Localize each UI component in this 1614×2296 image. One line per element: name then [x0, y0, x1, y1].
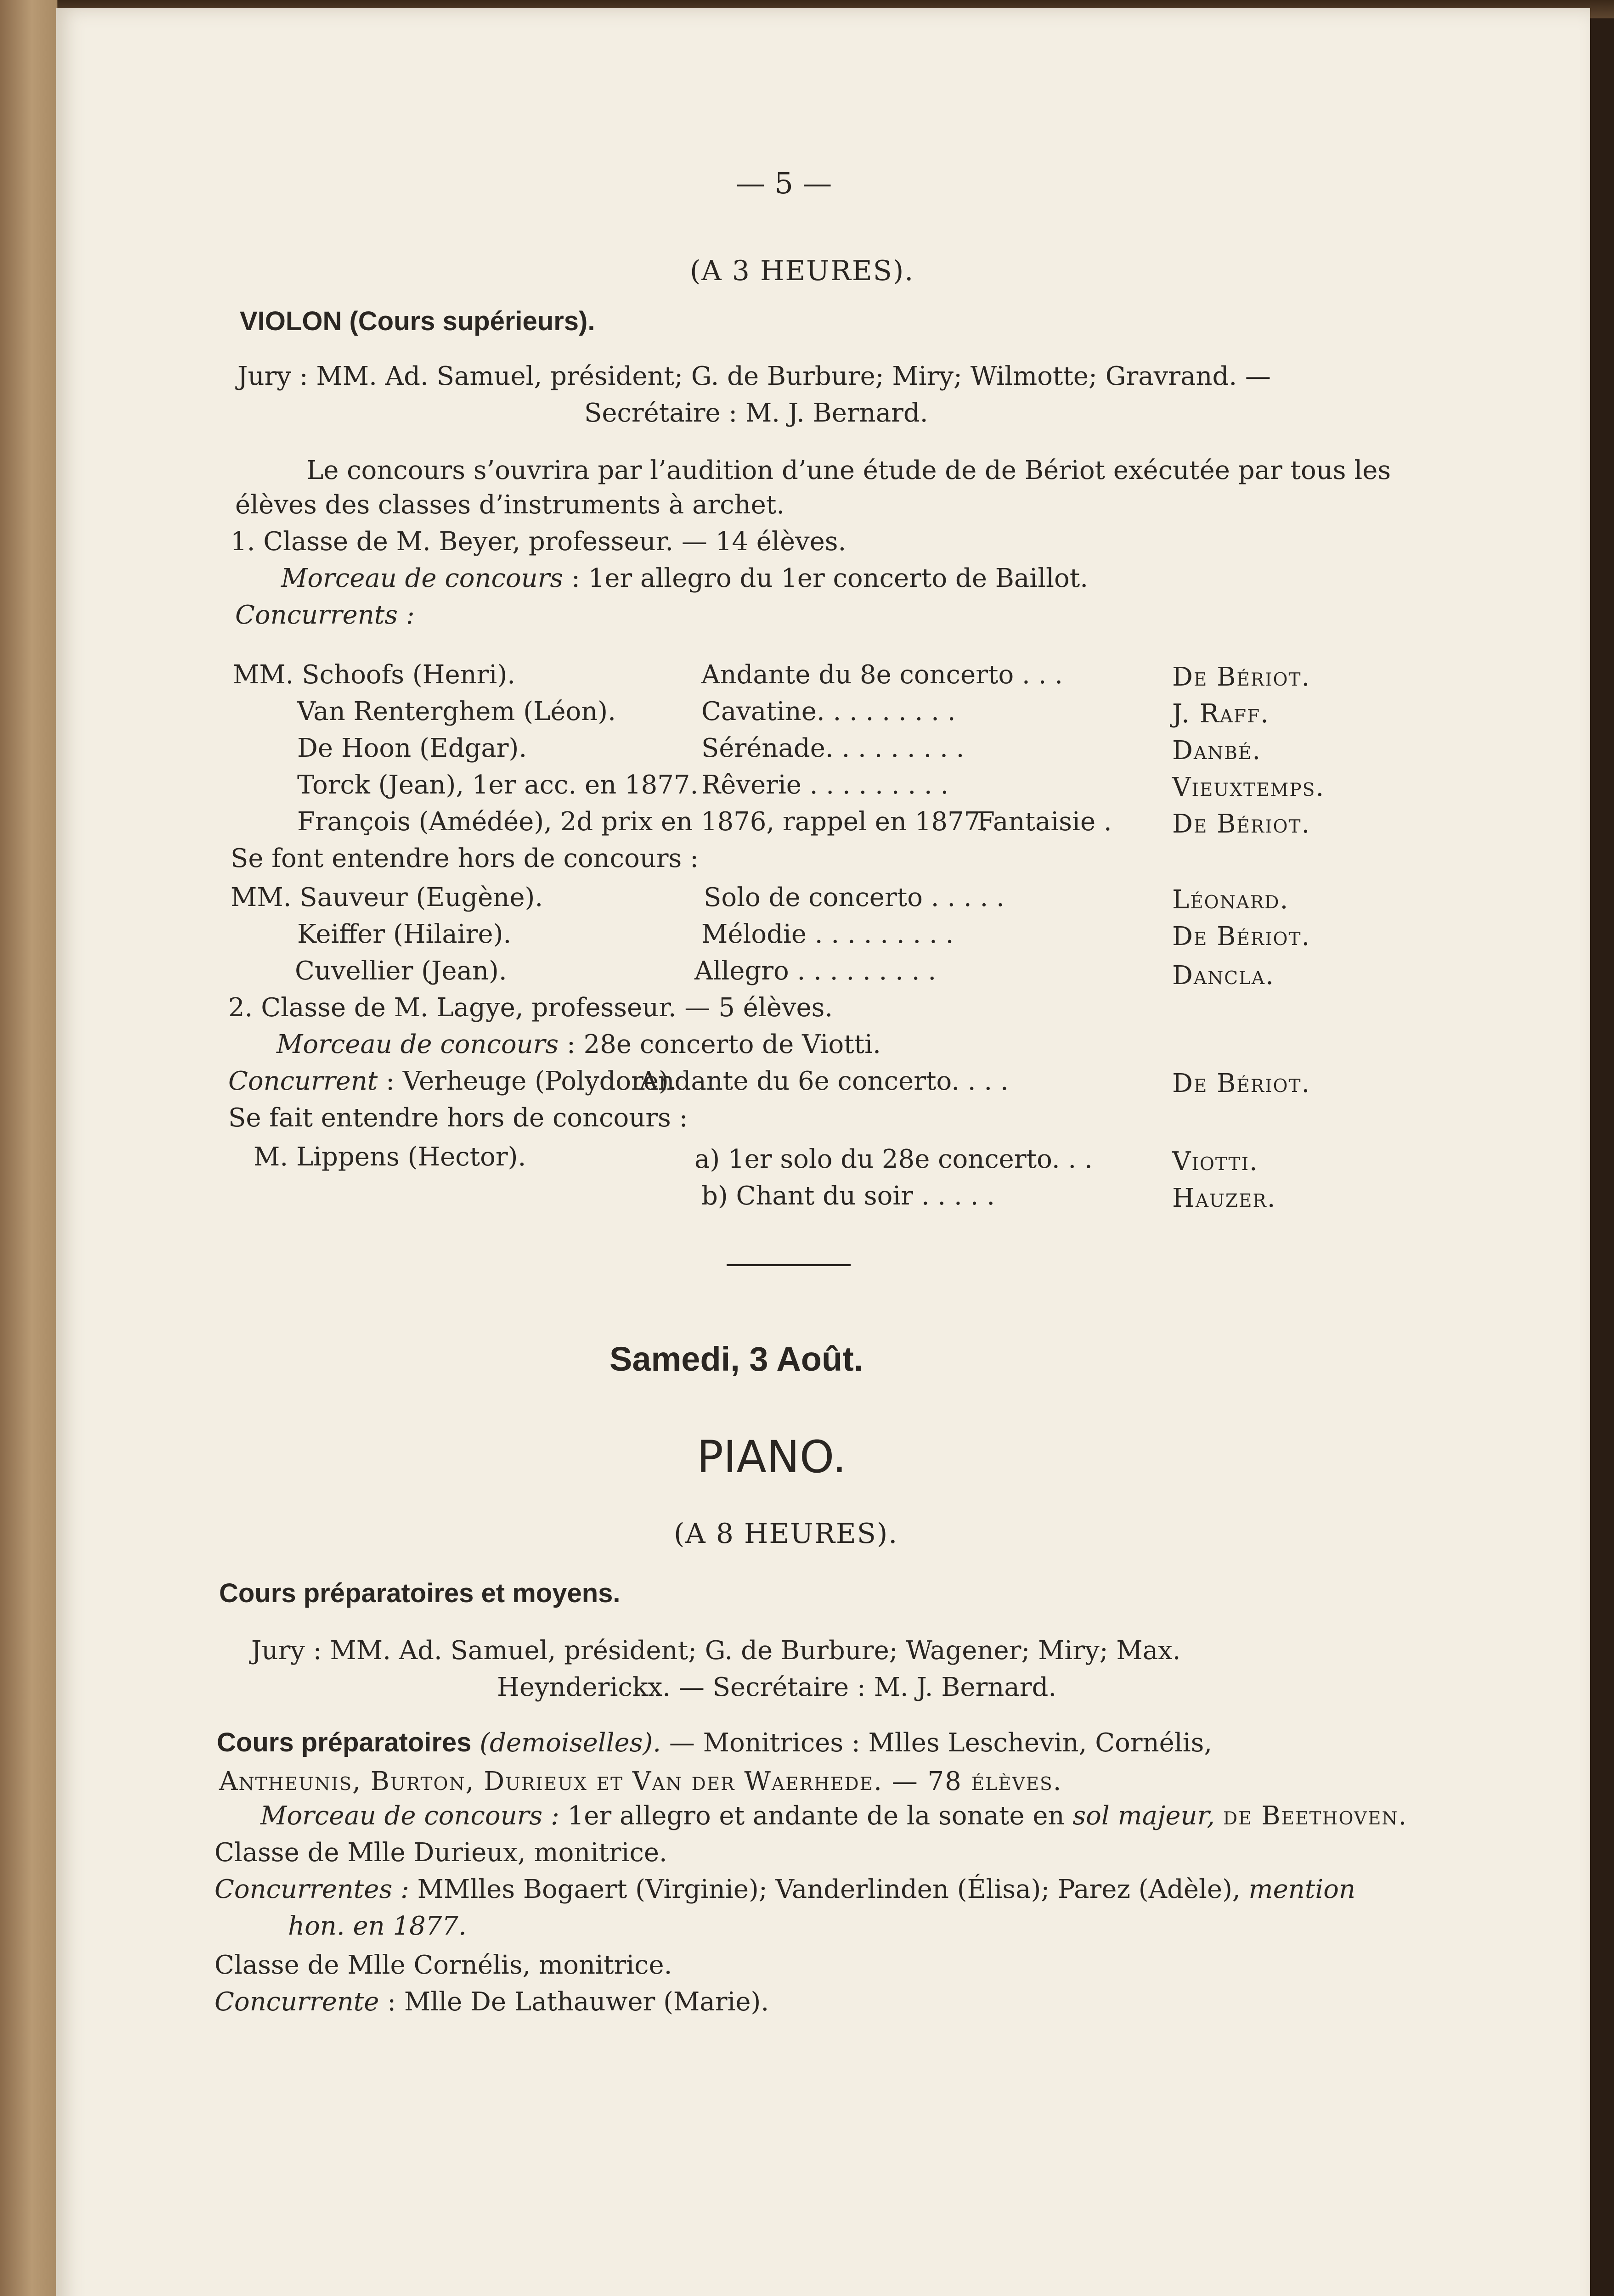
piano-morceau-key: sol majeur,: [1072, 1801, 1215, 1831]
violon-jury-line1: Jury : MM. Ad. Samuel, président; G. de Burbure; Miry; Wilmotte; Gravrand. —: [237, 361, 1271, 391]
violon-jury-line2: Secrétaire : M. J. Bernard.: [584, 398, 928, 428]
piano-concurrentes: [214, 1875, 1355, 1904]
page-number: — 5 —: [736, 167, 832, 201]
hors-composer: Dancla.: [1172, 961, 1275, 990]
piano-morceau: [260, 1801, 1407, 1831]
piano-morceau-composer: de Beethoven.: [1223, 1801, 1408, 1831]
class2-hors-piece-a: a) 1er solo du 28e concerto. . .: [694, 1144, 1093, 1174]
class2-line: 2. Classe de M. Lagye, professeur. — 5 élèves.: [228, 993, 833, 1023]
concurrent-name: Van Renterghem (Léon).: [297, 697, 616, 726]
concurrent-name: MM. Schoofs (Henri).: [233, 660, 515, 690]
section-divider: [727, 1264, 851, 1266]
prep-demoiselles: (demoiselles).: [480, 1728, 661, 1758]
class2-morceau-label: Morceau de concours: [277, 1030, 559, 1059]
piano-concurrentes-mention: mention: [1248, 1874, 1356, 1904]
class2-concurrent-composer: De Bériot.: [1172, 1069, 1311, 1098]
piano-concurrentes-text: MMlles Bogaert (Virginie); Vanderlinden (Élisa); Parez (Adèle),: [417, 1874, 1241, 1904]
piano-title: PIANO.: [697, 1431, 847, 1483]
piano-morceau-text: 1er allegro et andante de la sonate en: [567, 1801, 1065, 1831]
class1-concurrents-label: Concurrents :: [235, 600, 415, 630]
class2-concurrent-name: : Verheuge (Polydore).: [386, 1066, 677, 1096]
piano-morceau-label: Morceau de concours :: [260, 1801, 559, 1831]
class2-morceau-text: : 28e concerto de Viotti.: [566, 1030, 881, 1059]
piano-subtitle: Cours préparatoires et moyens.: [219, 1578, 621, 1608]
piano-concurrente-label: Concurrente: [214, 1987, 379, 2017]
concurrent-piece: Cavatine. . . . . . . . .: [701, 697, 956, 726]
concurrent-composer: Danbé.: [1172, 736, 1262, 765]
class2-concurrent: [228, 1067, 677, 1096]
class2-concurrent-piece: Andante du 6e concerto. . . .: [639, 1066, 1009, 1096]
hors-piece: Solo de concerto . . . . .: [704, 883, 1005, 912]
concurrent-name: Torck (Jean), 1er acc. en 1877.: [297, 770, 699, 800]
prep-monitrices: — Monitrices : Mlles Leschevin, Cornélis,: [669, 1728, 1213, 1758]
class1-morceau-label: Morceau de concours: [281, 563, 564, 593]
hors-composer: De Bériot.: [1172, 922, 1311, 951]
piano-concurrentes-line2: hon. en 1877.: [288, 1911, 467, 1941]
prep-title: Cours préparatoires: [217, 1728, 472, 1757]
concurrent-composer: Vieuxtemps.: [1172, 772, 1325, 802]
concurrent-name: François (Amédée), 2d prix en 1876, rappel en 1877.: [297, 807, 989, 837]
hors-composer: Léonard.: [1172, 885, 1289, 915]
class1-line: 1. Classe de M. Beyer, professeur. — 14 élèves.: [231, 527, 847, 557]
class2-morceau: [277, 1030, 881, 1059]
day-heading: Samedi, 3 Août.: [609, 1340, 863, 1378]
piano-classe1: Classe de Mlle Durieux, monitrice.: [214, 1838, 667, 1868]
concurrent-piece: Rêverie . . . . . . . . .: [701, 770, 949, 800]
class2-hors-piece-b: b) Chant du soir . . . . .: [701, 1181, 995, 1211]
piano-time: (A 8 HEURES).: [674, 1518, 898, 1550]
concurrent-composer: De Bériot.: [1172, 809, 1311, 839]
concurrent-composer: J. Raff.: [1172, 699, 1270, 729]
piano-concurrente-text: : Mlle De Lathauwer (Marie).: [387, 1987, 769, 2017]
concurrent-composer: De Bériot.: [1172, 662, 1311, 692]
piano-classe2: Classe de Mlle Cornélis, monitrice.: [214, 1950, 672, 1980]
class2-concurrent-label: Concurrent: [228, 1066, 378, 1096]
violon-intro-line2: élèves des classes d’instruments à archet.: [235, 490, 785, 520]
class2-hors-name: M. Lippens (Hector).: [254, 1142, 526, 1172]
prep-line2: Antheunis, Burton, Durieux et Van der Waerhede. — 78 élèves.: [219, 1767, 1062, 1796]
hors-piece: Allegro . . . . . . . . .: [694, 956, 937, 986]
class1-morceau: [281, 564, 1088, 593]
violon-intro-line1: Le concours s’ouvrira par l’audition d’une étude de de Bériot exécutée par tous les: [306, 456, 1391, 485]
violon-title: VIOLON (Cours supérieurs).: [240, 306, 595, 336]
hors-piece: Mélodie . . . . . . . . .: [701, 919, 954, 949]
hors-name: Cuvellier (Jean).: [295, 956, 507, 986]
concurrent-name: De Hoon (Edgar).: [297, 733, 527, 763]
piano-concurrente: [214, 1987, 769, 2017]
book-spine: [0, 0, 57, 2296]
concurrent-piece: Andante du 8e concerto . . .: [701, 660, 1063, 690]
document-page: [56, 8, 1590, 2296]
class1-morceau-text: : 1er allegro du 1er concerto de Baillot.: [571, 563, 1089, 593]
class2-hors-label: Se fait entendre hors de concours :: [228, 1103, 688, 1133]
class2-hors-composer-b: Hauzer.: [1172, 1183, 1276, 1213]
class2-hors-composer-a: Viotti.: [1172, 1147, 1258, 1176]
piano-concurrentes-label: Concurrentes :: [214, 1874, 409, 1904]
hors-name: Keiffer (Hilaire).: [297, 919, 512, 949]
piano-jury-line2: Heynderickx. — Secrétaire : M. J. Bernard.: [497, 1672, 1057, 1702]
concurrent-piece: Sérénade. . . . . . . . .: [701, 733, 965, 763]
concurrent-piece: Fantaisie .: [977, 807, 1112, 837]
hors-name: MM. Sauveur (Eugène).: [231, 883, 543, 912]
violon-time: (A 3 HEURES).: [690, 255, 914, 287]
prep-line1: [217, 1728, 1212, 1758]
class1-hors-label: Se font entendre hors de concours :: [231, 844, 699, 873]
piano-jury-line1: Jury : MM. Ad. Samuel, président; G. de Burbure; Wagener; Miry; Max.: [251, 1636, 1181, 1666]
